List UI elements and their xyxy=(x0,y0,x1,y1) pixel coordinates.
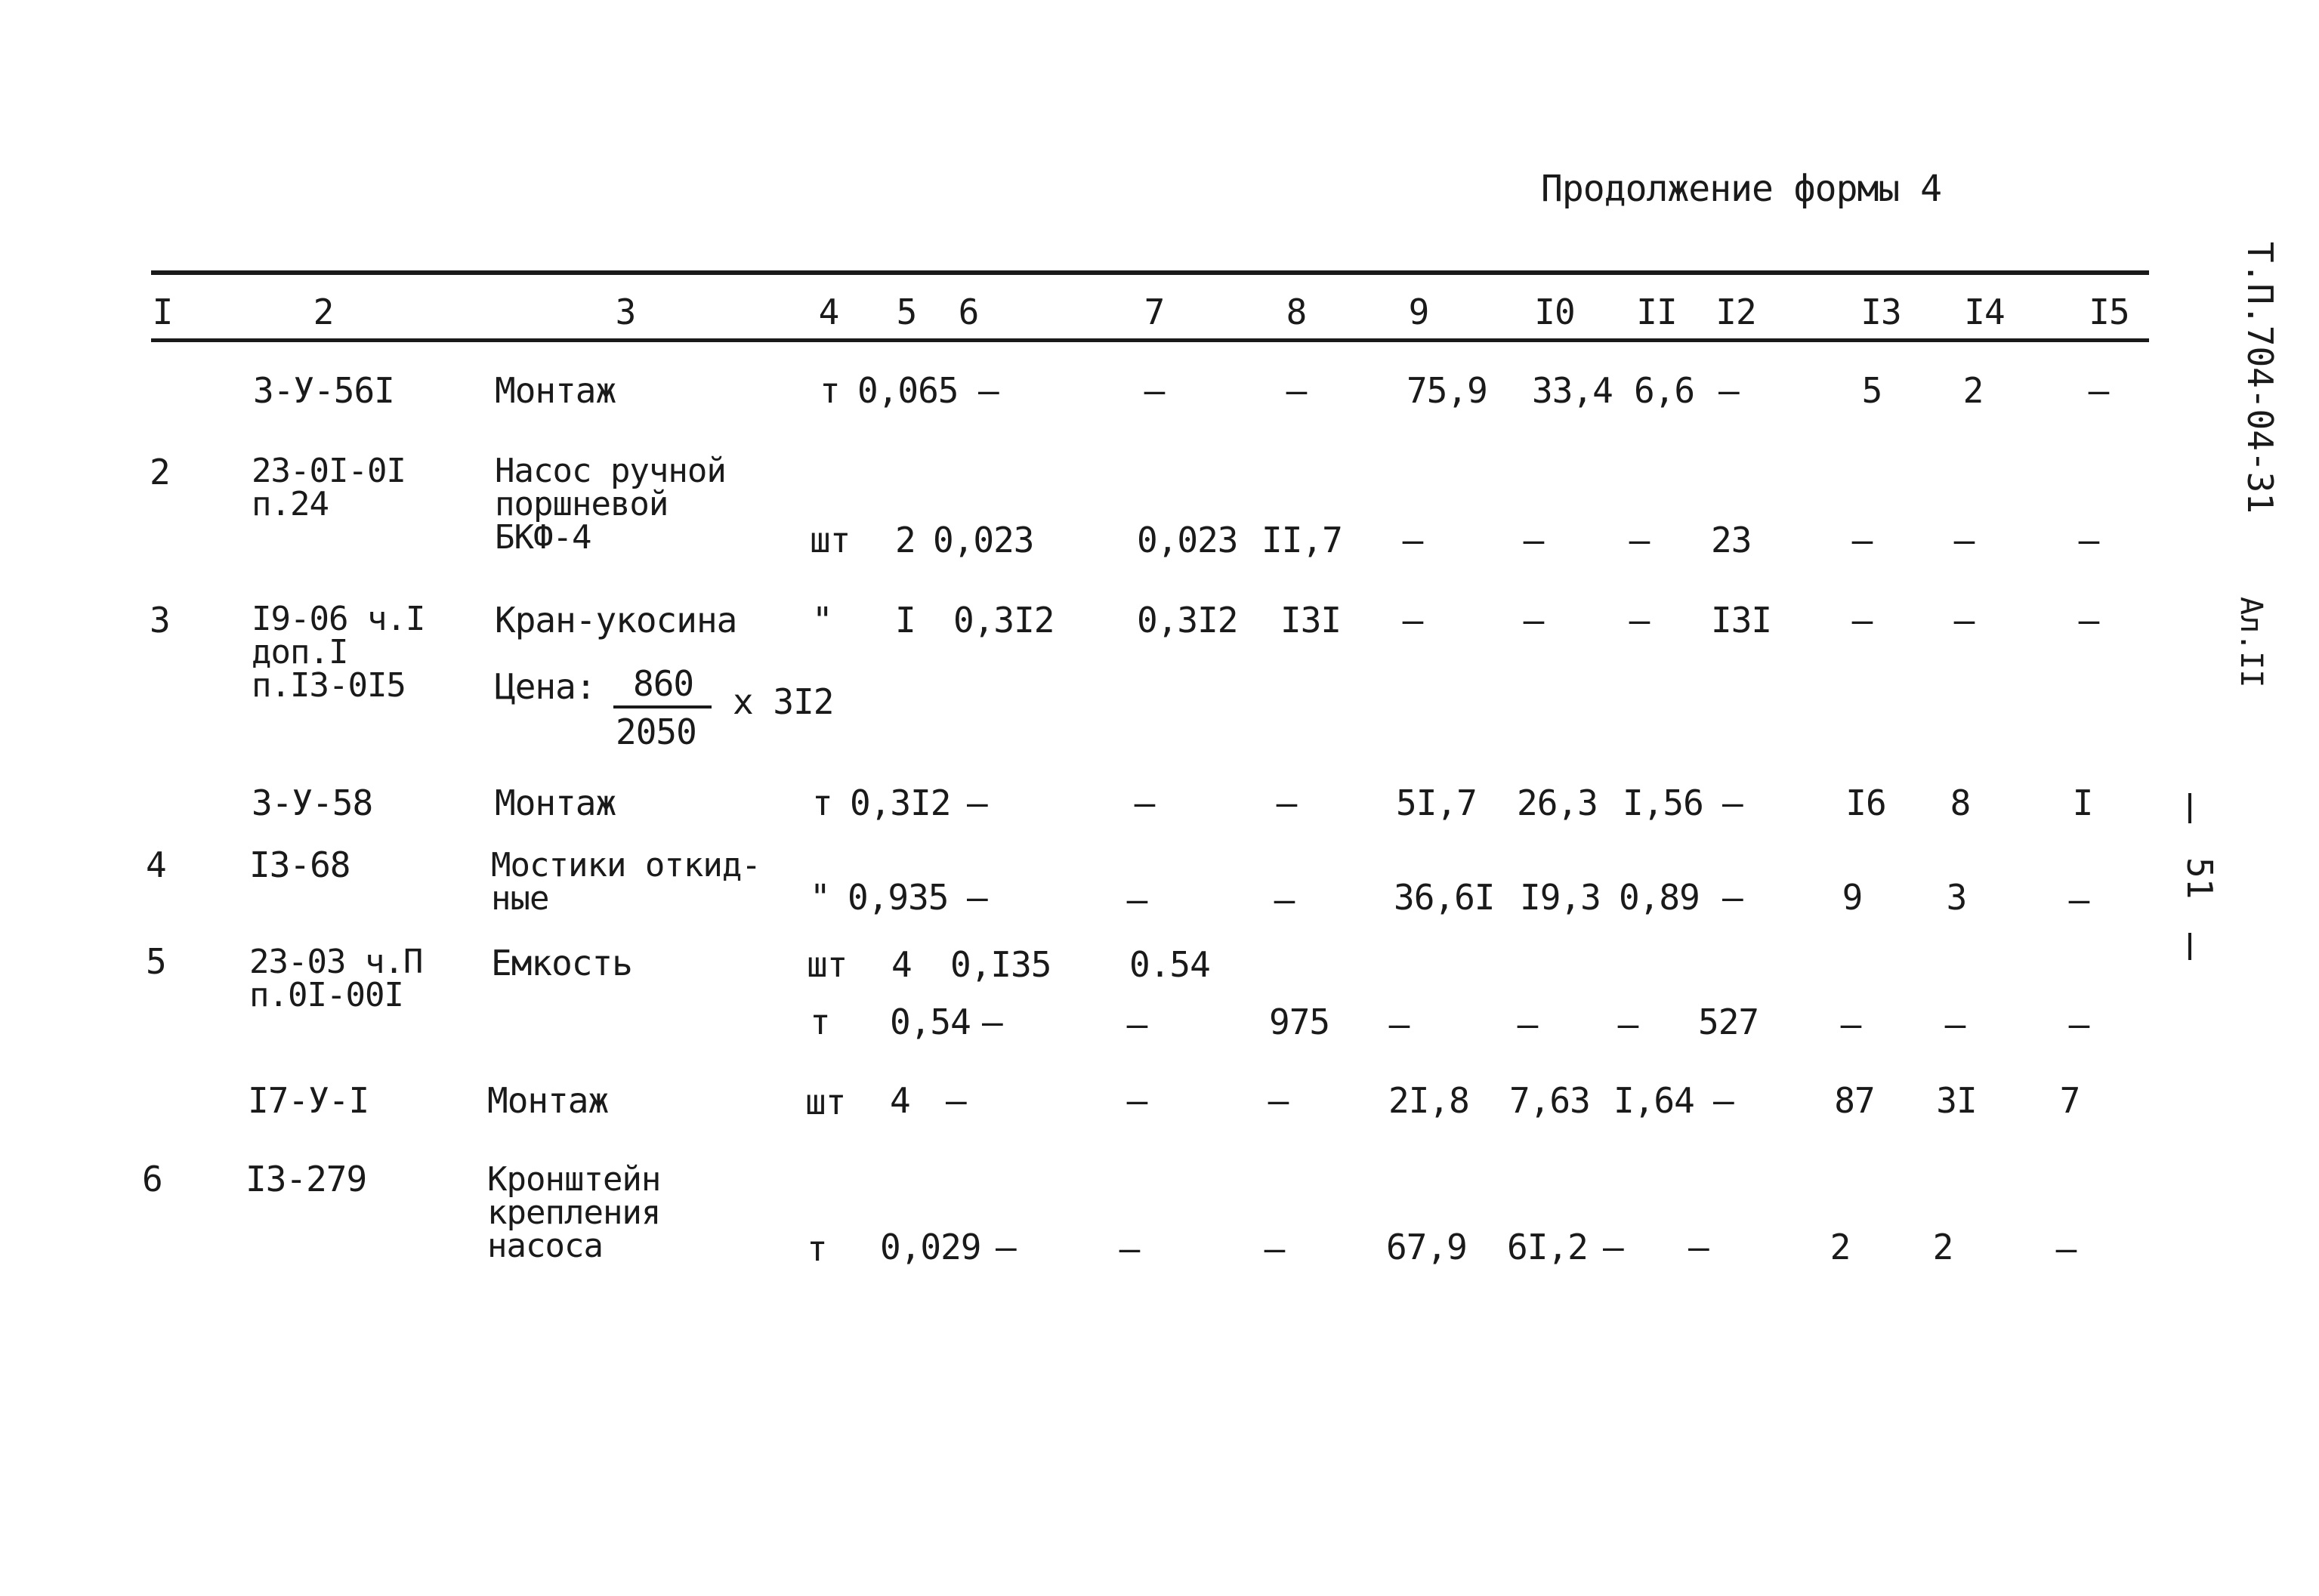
document-code: Т.П.704-04-31 xyxy=(2240,242,2280,514)
cell-c14: 3 xyxy=(1946,877,1967,918)
cell-name: Емкость xyxy=(491,943,632,983)
col-header-1: I xyxy=(152,292,173,332)
col-header-12: I2 xyxy=(1715,292,1756,332)
col-header-10: I0 xyxy=(1534,292,1575,332)
cell-c9: – xyxy=(1402,600,1423,641)
cell-c15: 7 xyxy=(2059,1080,2080,1121)
cell-c5: 4 xyxy=(890,1080,910,1121)
cell-c13: 87 xyxy=(1834,1080,1875,1121)
cell-name-line3: насоса xyxy=(487,1227,603,1265)
cell-c9: – xyxy=(1402,520,1423,560)
col-header-15: I5 xyxy=(2089,292,2129,332)
cell-c7-2: – xyxy=(1126,1004,1147,1045)
cell-c13: 5 xyxy=(1861,370,1882,411)
cell-c13: – xyxy=(1851,520,1873,560)
cell-c7: – xyxy=(1144,370,1165,411)
cell-unit: шт xyxy=(807,944,848,985)
col-header-2: 2 xyxy=(313,292,334,332)
cell-c8: – xyxy=(1286,370,1307,411)
cell-c10-2: – xyxy=(1517,1004,1538,1045)
price-multiplier: х 3I2 xyxy=(733,681,834,722)
cell-c8: – xyxy=(1274,879,1295,920)
cell-c15: – xyxy=(2078,520,2099,560)
cell-c15: – xyxy=(2068,879,2089,920)
cell-c9: 36,6I xyxy=(1394,877,1495,918)
cell-c15: I xyxy=(2072,783,2093,823)
cell-c11: 6,6 xyxy=(1634,370,1695,411)
cell-unit: т xyxy=(812,783,832,823)
cell-c11: 0,89 xyxy=(1619,877,1700,918)
cell-c10: – xyxy=(1523,600,1544,641)
price-fraction-line xyxy=(613,705,712,708)
continuation-label: Продолжение формы 4 xyxy=(1541,168,1942,210)
cell-c6b: – xyxy=(996,1227,1016,1267)
cell-unit: " xyxy=(812,600,832,641)
cell-c8: – xyxy=(1276,783,1297,823)
cell-c6b: – xyxy=(946,1080,966,1121)
cell-c10: – xyxy=(1523,520,1544,560)
cell-c8: – xyxy=(1264,1228,1285,1269)
cell-c10: 6I,2 xyxy=(1507,1227,1588,1267)
cell-code-line3: п.I3-0I5 xyxy=(252,666,406,705)
cell-name-line3: БКФ-4 xyxy=(495,518,591,557)
cell-code: I7-У-I xyxy=(248,1080,369,1121)
side-tick-mark xyxy=(2188,793,2191,823)
cell-name: Монтаж xyxy=(495,783,616,823)
cell-c12: 23 xyxy=(1711,520,1752,560)
cell-name: Монтаж xyxy=(495,370,616,411)
cell-c10: 26,3 xyxy=(1517,783,1598,823)
cell-c12: – xyxy=(1688,1227,1709,1267)
table-top-rule xyxy=(151,270,2149,275)
cell-c12-2: 527 xyxy=(1698,1002,1759,1042)
cell-c13: I6 xyxy=(1845,783,1886,823)
cell-c5: 2 xyxy=(895,520,916,560)
cell-c6b: – xyxy=(967,783,987,823)
cell-name: Кран-укосина xyxy=(495,600,737,641)
cell-c10: 33,4 xyxy=(1532,370,1613,411)
cell-c7: 0.54 xyxy=(1129,944,1210,985)
cell-code-line2: п.24 xyxy=(252,485,329,523)
cell-c6: 0,023 xyxy=(933,520,1034,560)
col-header-13: I3 xyxy=(1860,292,1901,332)
cell-c13: 9 xyxy=(1842,877,1863,918)
cell-c12: – xyxy=(1713,1080,1734,1121)
col-header-4: 4 xyxy=(818,292,839,332)
cell-c6: 0,3I2 xyxy=(850,783,951,823)
cell-c11-2: – xyxy=(1617,1004,1638,1045)
cell-c15: – xyxy=(2088,370,2109,411)
cell-c11: – xyxy=(1603,1227,1623,1267)
cell-c9: 67,9 xyxy=(1386,1227,1467,1267)
cell-c9: 2I,8 xyxy=(1388,1080,1469,1121)
cell-code: 3-У-58 xyxy=(252,783,373,823)
cell-name-line2: поршневой xyxy=(495,485,669,523)
cell-c14: 2 xyxy=(1932,1227,1953,1267)
price-numerator: 860 xyxy=(633,663,694,704)
cell-name-line1: Насос ручной xyxy=(495,452,726,490)
cell-num: 5 xyxy=(146,941,166,982)
col-header-8: 8 xyxy=(1286,292,1307,332)
cell-code: 3-У-56I xyxy=(253,370,394,411)
cell-code: I3-68 xyxy=(249,844,350,885)
col-header-5: 5 xyxy=(896,292,917,332)
cell-c11: – xyxy=(1629,520,1650,560)
cell-c6: 0,I35 xyxy=(950,944,1051,985)
cell-c5: 4 xyxy=(891,944,912,985)
cell-c7: – xyxy=(1119,1228,1140,1269)
album-label: Ал.II xyxy=(2234,597,2268,688)
cell-c7: – xyxy=(1134,783,1155,823)
cell-c8: – xyxy=(1268,1080,1289,1121)
cell-name: Монтаж xyxy=(487,1080,609,1121)
side-tick-mark xyxy=(2188,933,2191,960)
cell-c14: – xyxy=(1953,600,1975,641)
cell-c6: 0,065 xyxy=(857,370,959,411)
cell-unit: " xyxy=(810,877,830,918)
cell-c6: 0,935 xyxy=(848,877,949,918)
cell-c11: – xyxy=(1629,600,1650,641)
cell-c14-2: – xyxy=(1944,1004,1965,1045)
cell-c7: 0,023 xyxy=(1137,520,1238,560)
cell-c5: I xyxy=(895,600,916,641)
cell-code-line2: п.0I-00I xyxy=(249,976,403,1014)
cell-c10: 7,63 xyxy=(1509,1080,1590,1121)
price-denominator: 2050 xyxy=(616,712,696,752)
cell-c7: – xyxy=(1126,879,1147,920)
cell-name-line1: Кронштейн xyxy=(487,1160,661,1199)
cell-c9: 5I,7 xyxy=(1396,783,1477,823)
cell-c9-2: – xyxy=(1388,1004,1410,1045)
cell-c12: I3I xyxy=(1711,600,1772,641)
cell-c12: – xyxy=(1722,877,1743,918)
cell-c14: 8 xyxy=(1950,783,1971,823)
cell-code-line1: I9-06 ч.I xyxy=(252,600,425,638)
cell-c15-2: – xyxy=(2068,1004,2089,1045)
cell-c6b: – xyxy=(978,370,999,411)
cell-c12: – xyxy=(1722,783,1743,823)
col-header-7: 7 xyxy=(1144,292,1165,332)
cell-c15: – xyxy=(2078,600,2099,641)
cell-code-line1: 23-0I-0I xyxy=(252,452,406,490)
cell-unit: т xyxy=(820,370,840,411)
cell-c13: – xyxy=(1851,600,1873,641)
cell-num: 4 xyxy=(146,844,166,885)
cell-name-line2: ные xyxy=(491,879,549,918)
cell-code: I3-279 xyxy=(245,1159,367,1199)
cell-code-line1: 23-03 ч.П xyxy=(249,943,423,981)
cell-c13: 2 xyxy=(1830,1227,1851,1267)
cell-c6b: – xyxy=(967,877,987,918)
price-label: Цена: xyxy=(495,666,596,707)
cell-c14: – xyxy=(1953,520,1975,560)
cell-c7: – xyxy=(1126,1080,1147,1121)
cell-c14: 3I xyxy=(1936,1080,1977,1121)
cell-c6: 0,029 xyxy=(880,1227,981,1267)
cell-c13-2: – xyxy=(1840,1004,1861,1045)
cell-c11: I,64 xyxy=(1613,1080,1694,1121)
cell-name-line1: Мостики откид- xyxy=(491,846,761,884)
cell-c6: 0,3I2 xyxy=(953,600,1055,641)
col-header-9: 9 xyxy=(1408,292,1429,332)
col-header-14: I4 xyxy=(1964,292,2005,332)
cell-unit: шт xyxy=(810,520,851,560)
cell-unit-2: т xyxy=(810,1002,830,1042)
cell-unit: шт xyxy=(805,1082,846,1122)
cell-c6-2: 0,54 xyxy=(890,1002,971,1042)
cell-c6b-2: – xyxy=(982,1002,1002,1042)
cell-num: 2 xyxy=(150,452,170,492)
page-number: 51 xyxy=(2179,857,2220,900)
cell-num: 6 xyxy=(142,1159,162,1199)
cell-code-line2: доп.I xyxy=(252,633,348,671)
col-header-6: 6 xyxy=(958,292,979,332)
cell-c9: 75,9 xyxy=(1407,370,1487,411)
cell-c10: I9,3 xyxy=(1520,877,1601,918)
cell-unit: т xyxy=(807,1228,827,1269)
cell-c8: II,7 xyxy=(1261,520,1342,560)
cell-num: 3 xyxy=(150,600,170,641)
col-header-11: II xyxy=(1636,292,1677,332)
header-bottom-rule xyxy=(151,338,2149,342)
cell-c8: I3I xyxy=(1280,600,1342,641)
cell-c11: I,56 xyxy=(1623,783,1703,823)
cell-name-line2: крепления xyxy=(487,1193,661,1232)
cell-c15: – xyxy=(2055,1228,2077,1269)
cell-c8-2: 975 xyxy=(1269,1002,1330,1042)
cell-c7: 0,3I2 xyxy=(1137,600,1238,641)
col-header-3: 3 xyxy=(615,292,636,332)
cell-c14: 2 xyxy=(1962,370,1984,411)
cell-c12: – xyxy=(1718,370,1739,411)
